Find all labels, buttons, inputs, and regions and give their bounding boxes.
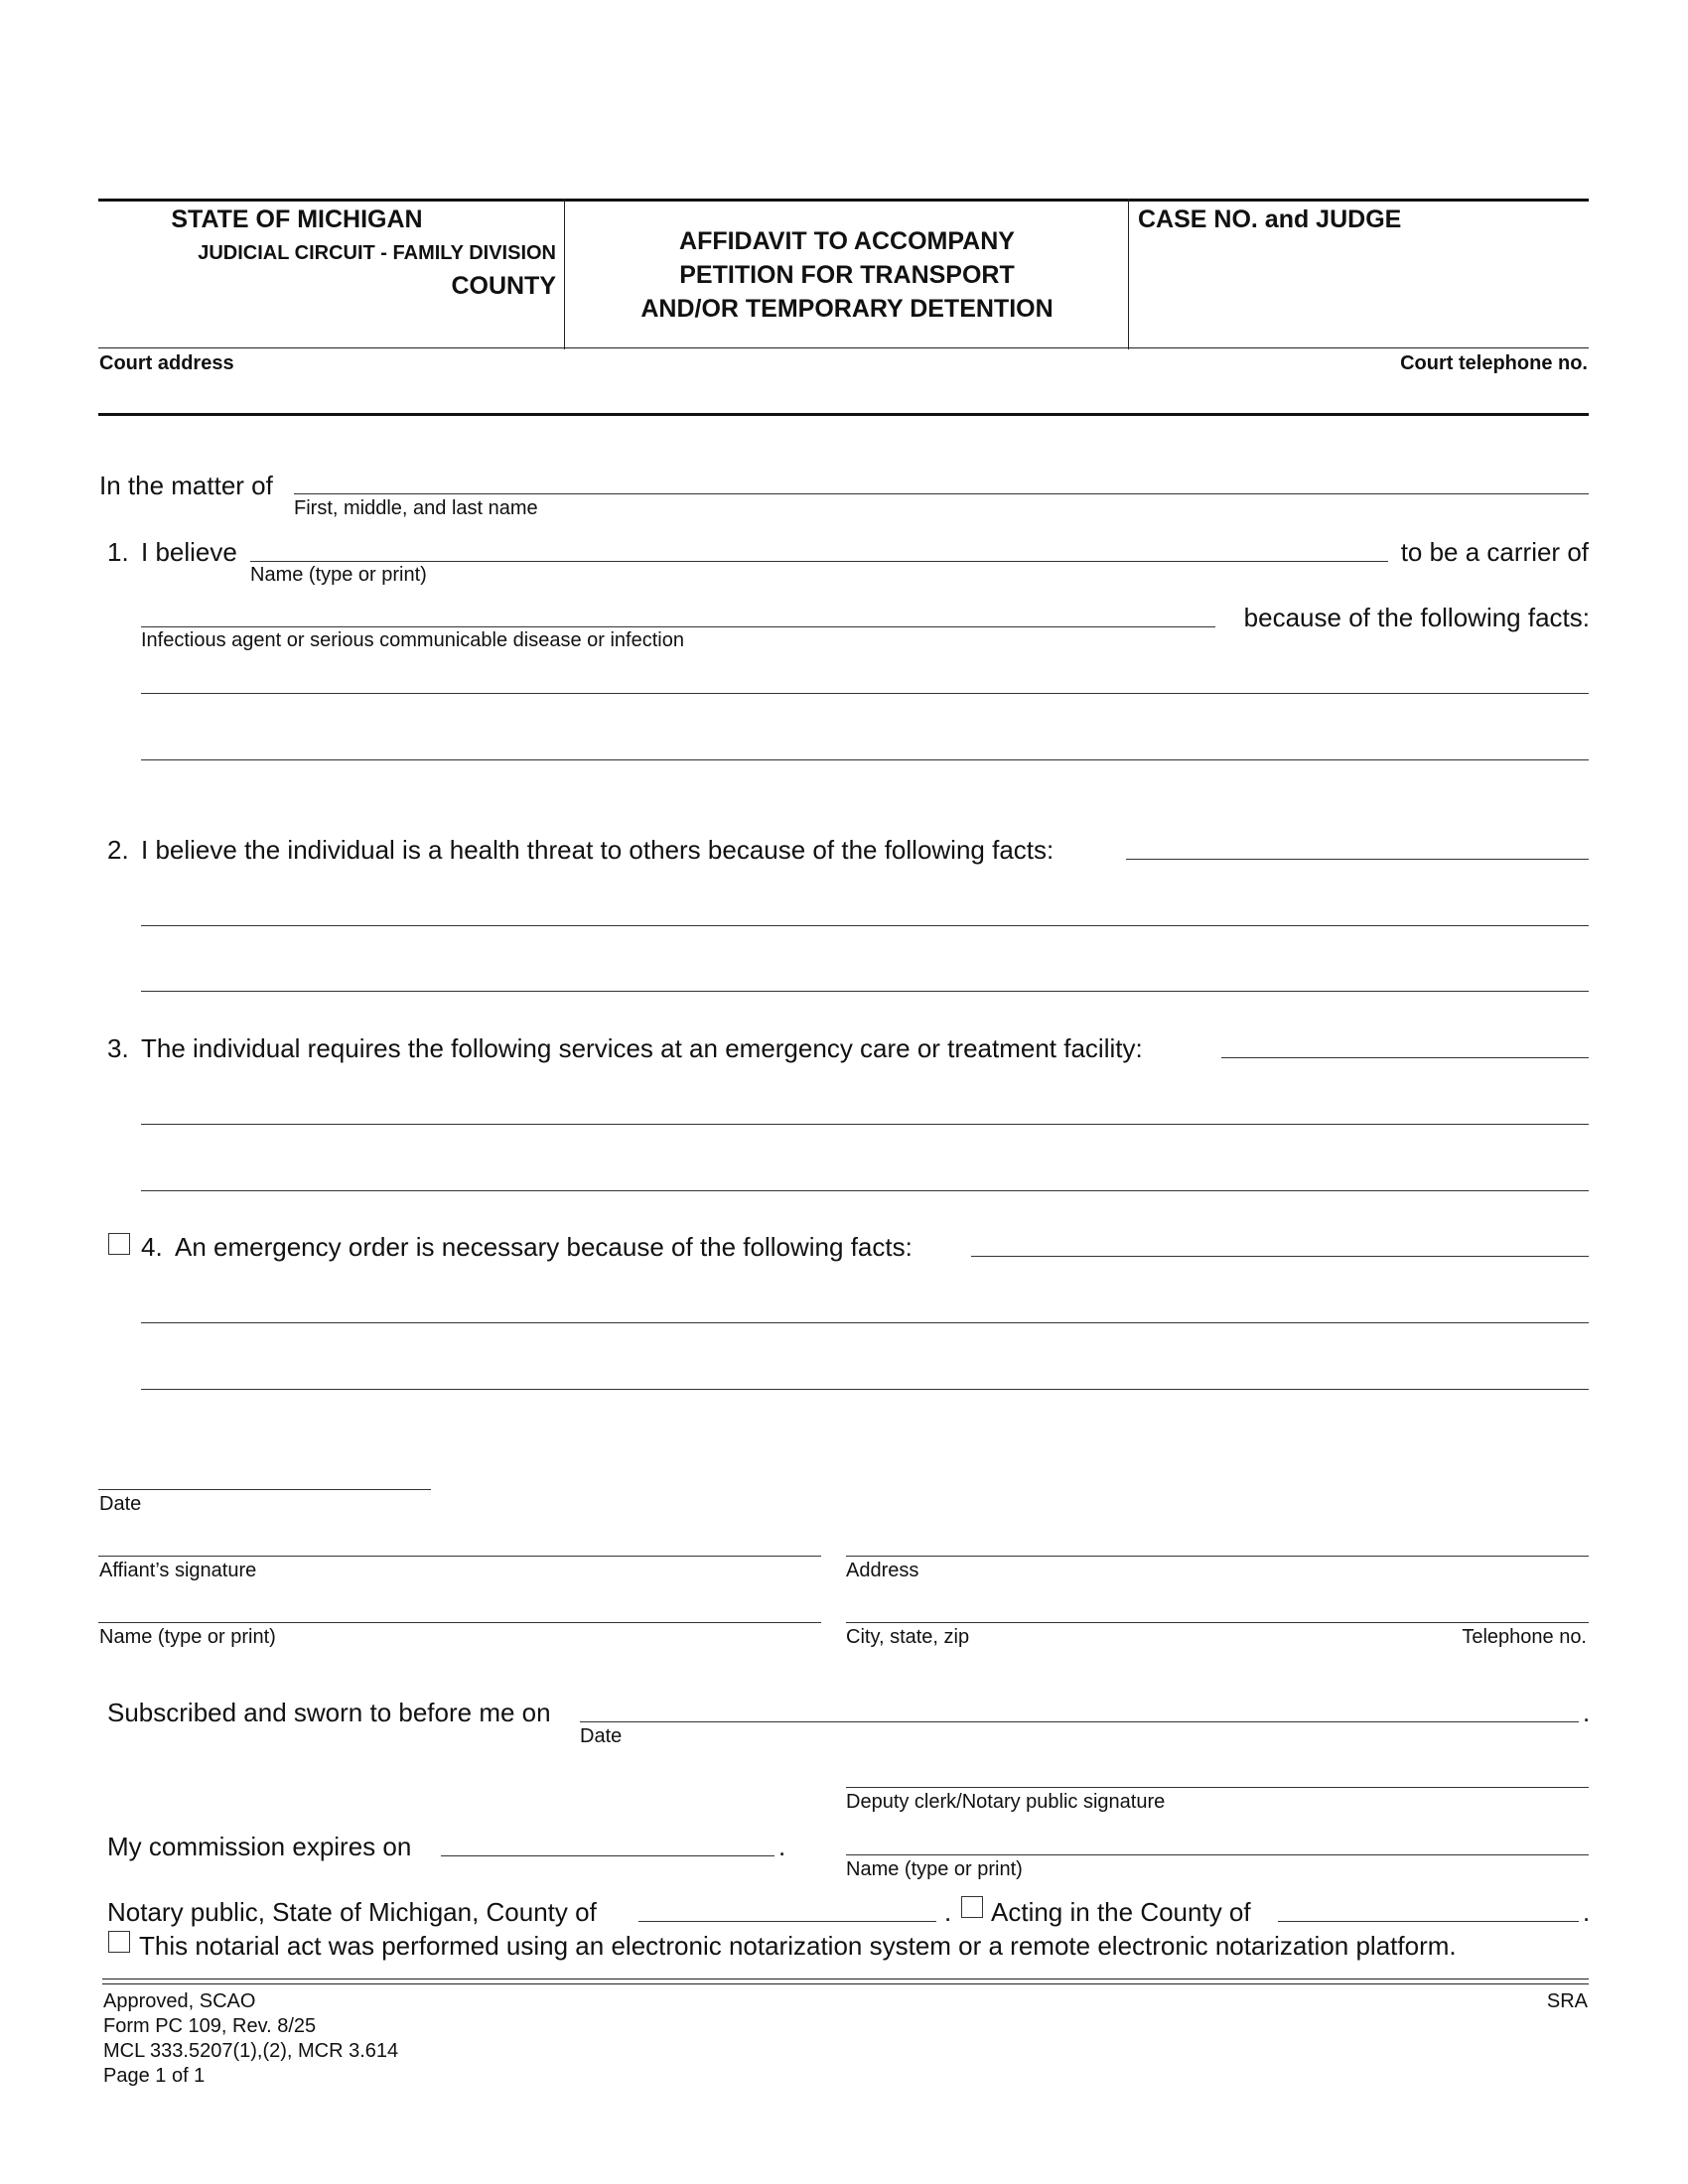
matter-label: In the matter of [99,471,273,500]
item4-checkbox[interactable] [108,1233,130,1255]
address-field[interactable] [846,1556,1589,1557]
item1-agent-field[interactable] [141,626,1215,627]
notary-name-field[interactable] [846,1854,1589,1855]
footer-page: Page 1 of 1 [103,2065,206,2087]
electronic-notarization-checkbox[interactable] [108,1931,130,1953]
electronic-notarization-label: This notarial act was performed using an electronic notarization system or a remote electronic notarization platform. [139,1931,1457,1961]
notary-public-label: Notary public, State of Michigan, County of [107,1897,597,1927]
acting-county-checkbox[interactable] [961,1896,983,1918]
item3-number: 3. [107,1033,129,1063]
court-telephone-label: Court telephone no. [1400,352,1588,374]
item2-facts-line-0[interactable] [1126,859,1589,860]
affiant-signature-field[interactable] [98,1556,821,1557]
item1-name-sublabel: Name (type or print) [250,564,427,586]
item1-facts-line-1[interactable] [141,693,1589,694]
item4-facts-line-2[interactable] [141,1389,1589,1390]
footer-approved: Approved, SCAO [103,1990,256,2012]
item1-lead: I believe [141,537,237,567]
item1-carrier-text: to be a carrier of [1400,537,1589,567]
item1-name-field[interactable] [250,561,1388,562]
court-address-rule [98,413,1589,416]
footer-form-number: Form PC 109, Rev. 8/25 [103,2015,317,2037]
affiant-signature-label: Affiant’s signature [99,1560,257,1581]
header-divider-left [564,199,565,349]
item2-text: I believe the individual is a health threat to others because of the following facts: [141,835,1055,865]
notary-county-field[interactable] [638,1921,936,1922]
acting-county-field[interactable] [1278,1921,1579,1922]
item2-number: 2. [107,835,129,865]
item1-because-text: because of the following facts: [1243,603,1590,632]
commission-period: . [778,1832,786,1861]
item3-services-line-0[interactable] [1221,1057,1589,1058]
footer-code: SRA [1546,1990,1588,2012]
form-title-line2: PETITION FOR TRANSPORT [679,261,1015,289]
matter-name-sublabel: First, middle, and last name [294,497,538,519]
affiant-name-label: Name (type or print) [99,1626,276,1648]
form-title-line1: AFFIDAVIT TO ACCOMPANY [679,227,1015,255]
item2-facts-line-1[interactable] [141,925,1589,926]
sworn-date-sublabel: Date [580,1725,623,1747]
header-bottom-rule [98,347,1589,348]
deputy-signature-field[interactable] [846,1787,1589,1788]
acting-county-period: . [1583,1897,1591,1927]
commission-date-field[interactable] [441,1855,774,1856]
item1-number: 1. [107,537,129,567]
item4-number: 4. [141,1232,163,1262]
acting-county-label: Acting in the County of [991,1897,1251,1927]
notary-county-period: . [944,1897,952,1927]
item3-text: The individual requires the following services at an emergency care or treatment facility: [141,1033,1143,1063]
matter-name-field[interactable] [294,493,1589,494]
date-label: Date [99,1493,142,1515]
sworn-period: . [1583,1698,1591,1727]
item1-facts-line-2[interactable] [141,759,1589,760]
state-name: STATE OF MICHIGAN [171,205,423,233]
city-state-zip-label: City, state, zip [846,1626,970,1648]
commission-label: My commission expires on [107,1832,412,1861]
item2-facts-line-2[interactable] [141,991,1589,992]
telephone-label: Telephone no. [1462,1626,1587,1648]
address-label: Address [846,1560,919,1581]
sworn-date-field[interactable] [580,1721,1579,1722]
item3-services-line-2[interactable] [141,1190,1589,1191]
city-state-zip-field[interactable] [846,1622,1589,1623]
item4-text: An emergency order is necessary because of the following facts: [175,1232,913,1262]
court-address-label: Court address [99,352,234,374]
affiant-name-field[interactable] [98,1622,821,1623]
county-label: COUNTY [451,272,556,300]
deputy-signature-label: Deputy clerk/Notary public signature [846,1791,1166,1813]
notary-name-label: Name (type or print) [846,1858,1023,1880]
item1-agent-sublabel: Infectious agent or serious communicable disease or infection [141,629,684,651]
footer-mcl: MCL 333.5207(1),(2), MCR 3.614 [103,2040,399,2062]
court-division: JUDICIAL CIRCUIT - FAMILY DIVISION [198,242,556,264]
case-no-judge-label: CASE NO. and JUDGE [1138,205,1402,233]
date-field[interactable] [98,1489,431,1490]
form-title-line3: AND/OR TEMPORARY DETENTION [640,295,1054,323]
item4-facts-line-0[interactable] [971,1256,1589,1257]
footer-rule-2 [102,1983,1589,1984]
subscribed-sworn-label: Subscribed and sworn to before me on [107,1698,551,1727]
header-top-rule [98,199,1589,202]
item4-facts-line-1[interactable] [141,1322,1589,1323]
item3-services-line-1[interactable] [141,1124,1589,1125]
header-divider-right [1128,199,1129,349]
